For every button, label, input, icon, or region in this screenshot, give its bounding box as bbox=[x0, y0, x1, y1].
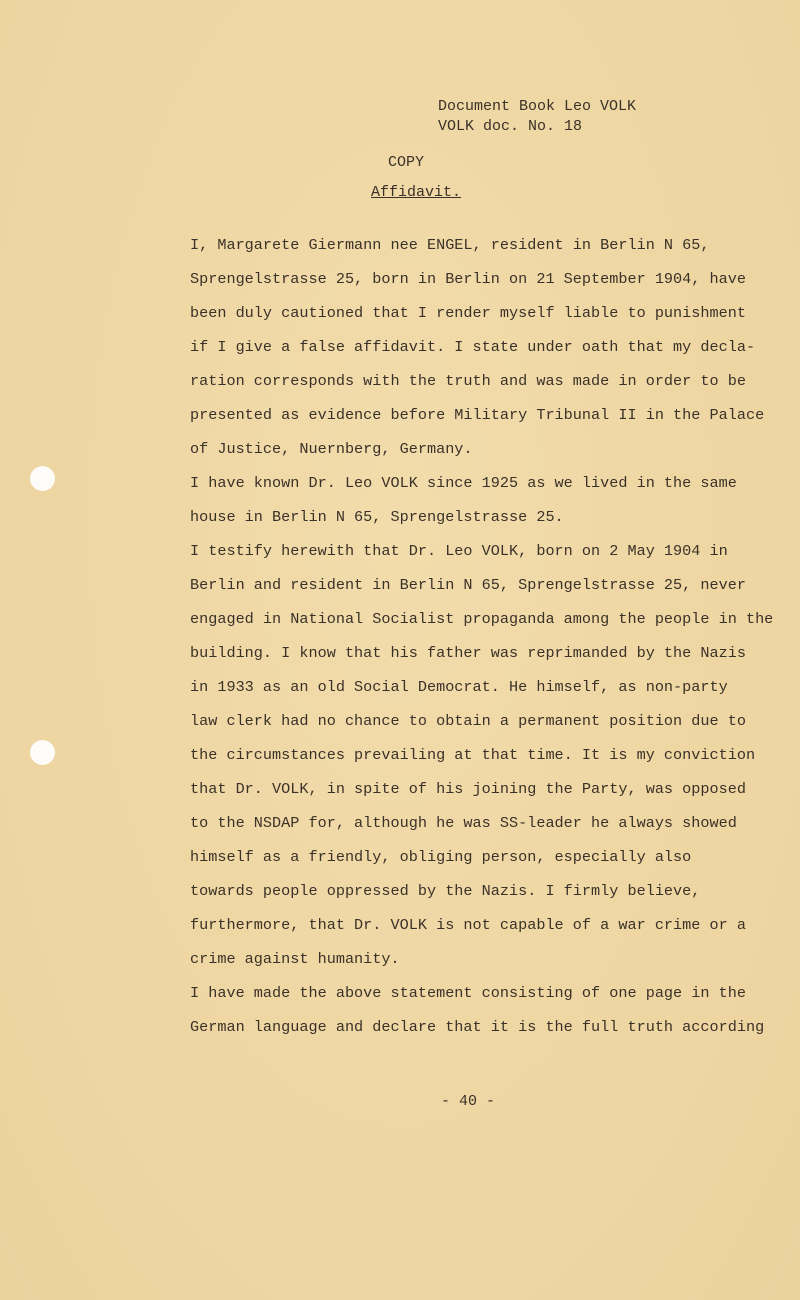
text-line: the circumstances prevailing at that time. It is my conviction bbox=[190, 746, 756, 764]
text-line: presented as evidence before Military Tribunal II in the Palace bbox=[190, 406, 765, 424]
text-line: of Justice, Nuernberg, Germany. bbox=[190, 440, 473, 458]
text-line: in 1933 as an old Social Democrat. He himself, as non-party bbox=[190, 678, 728, 696]
text-line: house in Berlin N 65, Sprengelstrasse 25. bbox=[190, 508, 564, 526]
text-line: Berlin and resident in Berlin N 65, Sprengelstrasse 25, never bbox=[190, 576, 746, 594]
punch-hole bbox=[30, 466, 55, 491]
copy-label: COPY bbox=[388, 154, 425, 171]
text-line: engaged in National Socialist propaganda among the people in the bbox=[190, 610, 774, 628]
text-line: been duly cautioned that I render myself liable to punishment bbox=[190, 304, 746, 322]
text-line: I testify herewith that Dr. Leo VOLK, born on 2 May 1904 in bbox=[190, 542, 728, 560]
text-line: himself as a friendly, obliging person, especially also bbox=[190, 848, 692, 866]
text-line: towards people oppressed by the Nazis. I firmly believe, bbox=[190, 882, 701, 900]
text-line: crime against humanity. bbox=[190, 950, 400, 968]
text-line: building. I know that his father was reprimanded by the Nazis bbox=[190, 644, 746, 662]
page-number: - 40 - bbox=[440, 1093, 495, 1110]
punch-hole bbox=[30, 740, 55, 765]
document-number: VOLK doc. No. 18 bbox=[438, 118, 583, 135]
affidavit-body bbox=[190, 228, 774, 1044]
text-line: Sprengelstrasse 25, born in Berlin on 21 September 1904, have bbox=[190, 270, 746, 288]
text-line: I have known Dr. Leo VOLK since 1925 as we lived in the same bbox=[190, 474, 737, 492]
document-book-label: Document Book Leo VOLK bbox=[438, 98, 637, 115]
text-line: I have made the above statement consisting of one page in the bbox=[190, 984, 746, 1002]
text-line: law clerk had no chance to obtain a permanent position due to bbox=[190, 712, 746, 730]
text-line: German language and declare that it is the full truth according bbox=[190, 1018, 765, 1036]
text-line: to the NSDAP for, although he was SS-leader he always showed bbox=[190, 814, 737, 832]
text-line: if I give a false affidavit. I state under oath that my decla- bbox=[190, 338, 756, 356]
document-title: Affidavit. bbox=[371, 184, 462, 201]
text-line: that Dr. VOLK, in spite of his joining the Party, was opposed bbox=[190, 780, 746, 798]
text-line: I, Margarete Giermann nee ENGEL, resident in Berlin N 65, bbox=[190, 236, 710, 254]
text-line: ration corresponds with the truth and was made in order to be bbox=[190, 372, 746, 390]
text-line: furthermore, that Dr. VOLK is not capable of a war crime or a bbox=[190, 916, 746, 934]
